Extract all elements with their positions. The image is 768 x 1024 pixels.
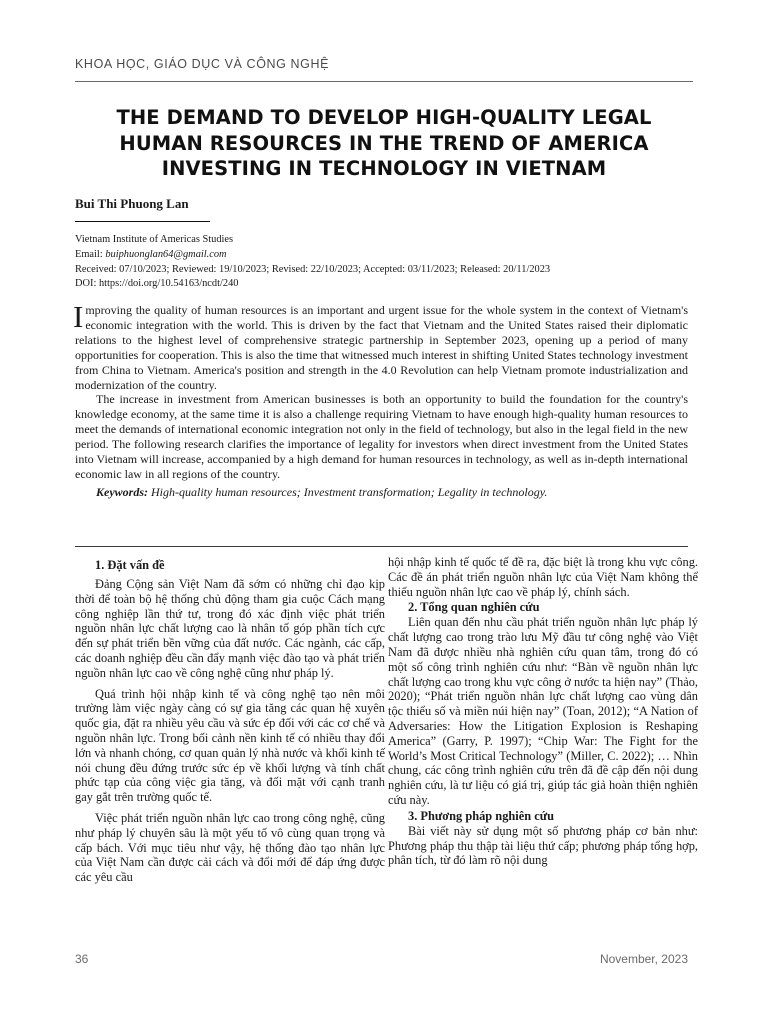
- abstract-paragraph-1: Improving the quality of human resources is an important and urgent issue for the whole system in the context of Vietnam's economic integration with the world. This is driven by the fact that Vietnam and the United States raised their diplomatic relations to the highest level of comprehensive strategic partnership in September 2023, opening up a period of many opportunities for cooperation. This is also the time that witnessed much interest in shifting United States technology investment from China to Vietnam. America's position and strength in the 4.0 Revolution can help Vietnam promote industrialization and modernization of the country.: [73, 299, 689, 392]
- body-paragraph: Việc phát triển nguồn nhân lực cao trong công nghệ, cũng như pháp lý chuyên sâu là một yếu tố vô cùng quan trọng và cấp bách. Với mục tiêu như vậy, hệ thống đào tạo nhân lực của Việt Nam cần được cải cách và đổi mới để đáp ứng được các yêu cầu: [75, 810, 385, 885]
- affiliation: Vietnam Institute of Americas Studies: [75, 234, 234, 245]
- email-line: [75, 248, 550, 263]
- body-paragraph: Quá trình hội nhập kinh tế và công nghệ tạo nên môi trường làm việc ngày càng có sự gia tăng các quan hệ xuyên quốc gia, đặt ra nhiều yêu cầu và sức ép đối với các cơ chế và nguồn nhân lực. Trong bối cảnh nền kinh tế có nhiều thay đổi lớn và nhanh chóng, cơ quan quản lý nhà nước và khối kinh tế nói chung đều đứng trước sức ép về khối lượng và tính chất phức tạp của công việc gia tăng, và đối mặt với cạnh tranh gay gắt trên trường quốc tế.: [75, 686, 385, 805]
- article-metadata: [75, 233, 550, 292]
- body-paragraph: Bài viết này sử dụng một số phương pháp cơ bản như: Phương pháp thu thập tài liệu thứ cấp; phương pháp tổng hợp, phân tích, từ đó làm rõ nội dung: [388, 823, 698, 868]
- article-title: THE DEMAND TO DEVELOP HIGH-QUALITY LEGAL HUMAN RESOURCES IN THE TREND OF AMERICA INVESTING IN TECHNOLOGY IN VIETNAM: [116, 106, 652, 180]
- section-heading-introduction: 1. Đặt vấn đề: [95, 558, 165, 572]
- page-number: 36: [75, 952, 89, 966]
- abstract-divider: [75, 546, 688, 547]
- author-name: Bui Thi Phuong Lan: [75, 196, 189, 211]
- journal-section-header: KHOA HỌC, GIÁO DỤC VÀ CÔNG NGHỆ: [75, 57, 330, 71]
- body-paragraph: Liên quan đến nhu cầu phát triển nguồn nhân lực pháp lý chất lượng cao trong trào lưu Mỹ đầu tư công nghệ vào Việt Nam đã được nhiều nhà nghiên cứu quan tâm, trong đó có một số công trình nghiên cứu như: “Bàn về nguồn nhân lực chất lượng cao trong khu vực công ở nước ta hiện nay” (Thảo, 2020); “Phát triển nguồn nhân lực chất lượng cao vùng dân tộc thiểu số và miền núi hiện nay” (Toan, 2012); “A Nation of Adversaries: How the Litigation Explosion is Reshaping America” (Garry, P. 1997); “Chip War: The Fight for the World’s Most Critical Technology” (Miller, C. 2022); … Nhìn chung, các công trình nghiên cứu trên đã đề cập đến nội dung nghiên cứu, là tư liệu có giá trị, giúp tác giả hoàn thiện nghiên cứu này.: [388, 615, 698, 807]
- keywords-text: High-quality human resources; Investment transformation; Legality in technology.: [151, 484, 548, 499]
- author-email[interactable]: buiphuonglan64@gmail.com: [105, 248, 227, 260]
- section-heading-methodology: 3. Phương pháp nghiên cứu: [408, 808, 555, 823]
- keywords: [75, 485, 688, 500]
- abstract-paragraph-2: The increase in investment from American businesses is both an opportunity to build the foundation for the country's knowledge economy, at the same time it is also a challenge requiring Vietnam to have enough high-quality human resources to meet the demands of international economic integration not only in the field of technology, but also in the legal field in the new period. The following research clarifies the importance of legality for investors when direct investment from the United States into Vietnam will increase, accompanied by a high demand for human resources in technology, as well as in-depth international economic law in all regions of the country.: [75, 392, 688, 481]
- header-divider: [75, 81, 693, 82]
- doi-link[interactable]: DOI: https://doi.org/10.54163/ncdt/240: [75, 278, 239, 290]
- body-paragraph: Đảng Cộng sản Việt Nam đã sớm có những chỉ đạo kịp thời để toàn bộ hệ thống chủ động tham gia cuộc Cách mạng công nghiệp lần thứ tư, trong đó xác định việc phát triển nguồn nhân lực chất lượng cao là nhân tố góp phần tích cực đến sự phát triển bền vững của đất nước. Các ngành, các cấp, các doanh nghiệp đều cần đẩy mạnh việc đào tạo và phát triển nguồn nhân lực cao về công nghệ cũng như pháp lý.: [75, 577, 385, 680]
- keywords-label: Keywords:: [96, 484, 148, 499]
- abstract: [73, 299, 689, 500]
- issue-date: November, 2023: [599, 952, 688, 966]
- section-heading-literature-review: 2. Tổng quan nghiên cứu: [408, 600, 540, 615]
- email-label: Email:: [75, 248, 103, 260]
- drop-cap: I: [73, 299, 84, 334]
- publication-dates: Received: 07/10/2023; Reviewed: 19/10/2023; Revised: 22/10/2023; Accepted: 03/11/2023; Released: 20/11/2023: [75, 263, 551, 275]
- body-column-right: [388, 555, 698, 868]
- body-paragraph: hội nhập kinh tế quốc tế đề ra, đặc biệt là trong khu vực công. Các đề án phát triển nguồn nhân lực của Việt Nam không thể thiếu nguồn nhân lực cao về pháp lý, chính sách.: [388, 555, 698, 599]
- body-column-left: [75, 555, 385, 885]
- author-divider: [75, 221, 210, 222]
